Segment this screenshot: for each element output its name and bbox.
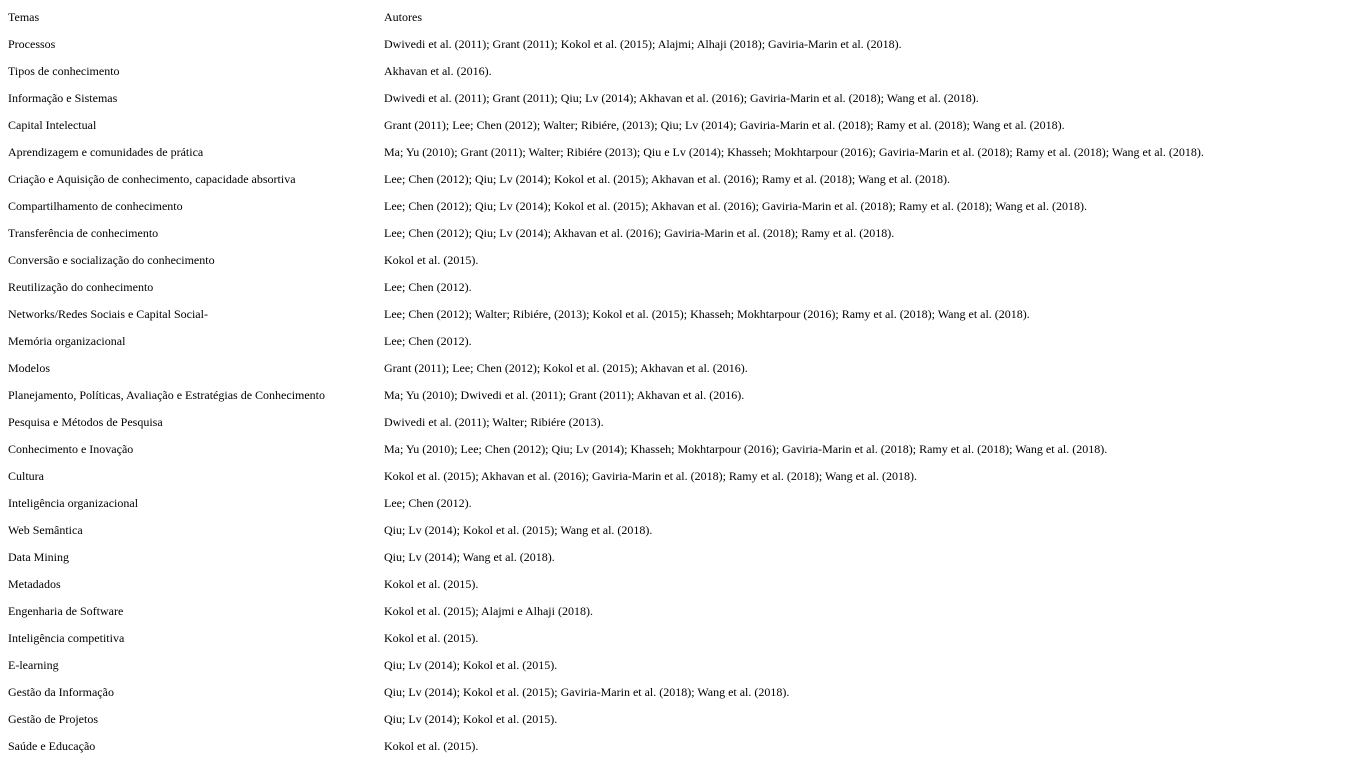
theme-cell: Planejamento, Políticas, Avaliação e Estratégias de Conhecimento (8, 388, 326, 402)
table-row (8, 247, 1358, 274)
table-body (8, 31, 1358, 760)
theme-cell: Transferência de conhecimento (8, 226, 159, 240)
table-row (8, 58, 1358, 85)
table-row (8, 85, 1358, 112)
table-row (8, 490, 1358, 517)
theme-cell: Reutilização do conhecimento (8, 280, 154, 294)
authors-cell: Qiu; Lv (2014); Kokol et al. (2015); Gaviria-Marin et al. (2018); Wang et al. (2018). (384, 685, 790, 699)
table-row (8, 571, 1358, 598)
table-row (8, 544, 1358, 571)
table-row (8, 112, 1358, 139)
theme-cell: Metadados (8, 577, 61, 591)
header-themes: Temas (8, 10, 40, 24)
theme-cell: Web Semântica (8, 523, 83, 537)
table-row (8, 139, 1358, 166)
table-row (8, 733, 1358, 760)
themes-authors-table (8, 4, 1358, 760)
theme-cell: Gestão da Informação (8, 685, 114, 699)
authors-cell: Qiu; Lv (2014); Kokol et al. (2015); Wang et al. (2018). (384, 523, 653, 537)
authors-cell: Kokol et al. (2015); Akhavan et al. (2016); Gaviria-Marin et al. (2018); Ramy et al. (2018); Wang et al. (2018). (384, 469, 917, 483)
authors-cell: Qiu; Lv (2014); Wang et al. (2018). (384, 550, 555, 564)
table-row (8, 652, 1358, 679)
authors-cell: Lee; Chen (2012); Qiu; Lv (2014); Akhavan et al. (2016); Gaviria-Marin et al. (2018); Ramy et al. (2018). (384, 226, 895, 240)
theme-cell: Modelos (8, 361, 50, 375)
table-row (8, 31, 1358, 58)
table-row (8, 517, 1358, 544)
table-row (8, 166, 1358, 193)
authors-cell: Kokol et al. (2015). (384, 739, 479, 753)
table-row (8, 220, 1358, 247)
authors-cell: Lee; Chen (2012); Qiu; Lv (2014); Kokol et al. (2015); Akhavan et al. (2016); Gaviria-Marin et al. (2018); Ramy et al. (2018); Wang et al. (2018). (384, 199, 1087, 213)
authors-cell: Ma; Yu (2010); Grant (2011); Walter; Ribiére (2013); Qiu e Lv (2014); Khasseh; Mokhtarpour (2016); Gaviria-Marin et al. (2018); Ramy et al. (2018); Wang et al. (2018). (384, 145, 1204, 159)
table-row (8, 706, 1358, 733)
theme-cell: Inteligência organizacional (8, 496, 139, 510)
table-row (8, 355, 1358, 382)
theme-cell: Conversão e socialização do conhecimento (8, 253, 215, 267)
theme-cell: Compartilhamento de conhecimento (8, 199, 183, 213)
authors-cell: Lee; Chen (2012). (384, 280, 472, 294)
theme-cell: Inteligência competitiva (8, 631, 125, 645)
table-header-row (8, 4, 1358, 31)
table-row (8, 328, 1358, 355)
table-row (8, 274, 1358, 301)
theme-cell: Tipos de conhecimento (8, 64, 120, 78)
authors-cell: Akhavan et al. (2016). (384, 64, 492, 78)
theme-cell: Conhecimento e Inovação (8, 442, 134, 456)
table-row (8, 193, 1358, 220)
header-authors: Autores (384, 10, 422, 24)
authors-cell: Ma; Yu (2010); Lee; Chen (2012); Qiu; Lv (2014); Khasseh; Mokhtarpour (2016); Gaviria-Marin et al. (2018); Ramy et al. (2018); Wang et al. (2018). (384, 442, 1108, 456)
theme-cell: Engenharia de Software (8, 604, 124, 618)
authors-cell: Dwivedi et al. (2011); Grant (2011); Kokol et al. (2015); Alajmi; Alhaji (2018); Gaviria-Marin et al. (2018). (384, 37, 902, 51)
theme-cell: Data Mining (8, 550, 69, 564)
table-row (8, 409, 1358, 436)
authors-cell: Grant (2011); Lee; Chen (2012); Kokol et al. (2015); Akhavan et al. (2016). (384, 361, 748, 375)
theme-cell: Saúde e Educação (8, 739, 96, 753)
theme-cell: Memória organizacional (8, 334, 126, 348)
authors-cell: Lee; Chen (2012); Walter; Ribiére, (2013); Kokol et al. (2015); Khasseh; Mokhtarpour (2016); Ramy et al. (2018); Wang et al. (2018). (384, 307, 1030, 321)
table-row (8, 436, 1358, 463)
authors-cell: Kokol et al. (2015). (384, 253, 479, 267)
authors-cell: Kokol et al. (2015); Alajmi e Alhaji (2018). (384, 604, 593, 618)
table-row (8, 463, 1358, 490)
authors-cell: Qiu; Lv (2014); Kokol et al. (2015). (384, 712, 558, 726)
authors-cell: Kokol et al. (2015). (384, 631, 479, 645)
theme-cell: Processos (8, 37, 56, 51)
authors-cell: Lee; Chen (2012). (384, 496, 472, 510)
authors-cell: Dwivedi et al. (2011); Walter; Ribiére (2013). (384, 415, 604, 429)
authors-cell: Grant (2011); Lee; Chen (2012); Walter; Ribiére, (2013); Qiu; Lv (2014); Gaviria-Marin et al. (2018); Ramy et al. (2018); Wang et al. (2018). (384, 118, 1065, 132)
authors-cell: Kokol et al. (2015). (384, 577, 479, 591)
table-row (8, 382, 1358, 409)
authors-cell: Dwivedi et al. (2011); Grant (2011); Qiu; Lv (2014); Akhavan et al. (2016); Gaviria-Marin et al. (2018); Wang et al. (2018). (384, 91, 979, 105)
theme-cell: Criação e Aquisição de conhecimento, capacidade absortiva (8, 172, 296, 186)
authors-cell: Qiu; Lv (2014); Kokol et al. (2015). (384, 658, 558, 672)
authors-cell: Lee; Chen (2012). (384, 334, 472, 348)
theme-cell: Pesquisa e Métodos de Pesquisa (8, 415, 163, 429)
theme-cell: Cultura (8, 469, 44, 483)
theme-cell: Aprendizagem e comunidades de prática (8, 145, 204, 159)
table-row (8, 301, 1358, 328)
theme-cell: Informação e Sistemas (8, 91, 118, 105)
table-row (8, 625, 1358, 652)
authors-cell: Lee; Chen (2012); Qiu; Lv (2014); Kokol et al. (2015); Akhavan et al. (2016); Ramy et al. (2018); Wang et al. (2018). (384, 172, 951, 186)
table-row (8, 598, 1358, 625)
theme-cell: Gestão de Projetos (8, 712, 98, 726)
table-row (8, 679, 1358, 706)
authors-cell: Ma; Yu (2010); Dwivedi et al. (2011); Grant (2011); Akhavan et al. (2016). (384, 388, 745, 402)
theme-cell: Networks/Redes Sociais e Capital Social- (8, 307, 208, 321)
theme-cell: Capital Intelectual (8, 118, 97, 132)
theme-cell: E-learning (8, 658, 59, 672)
